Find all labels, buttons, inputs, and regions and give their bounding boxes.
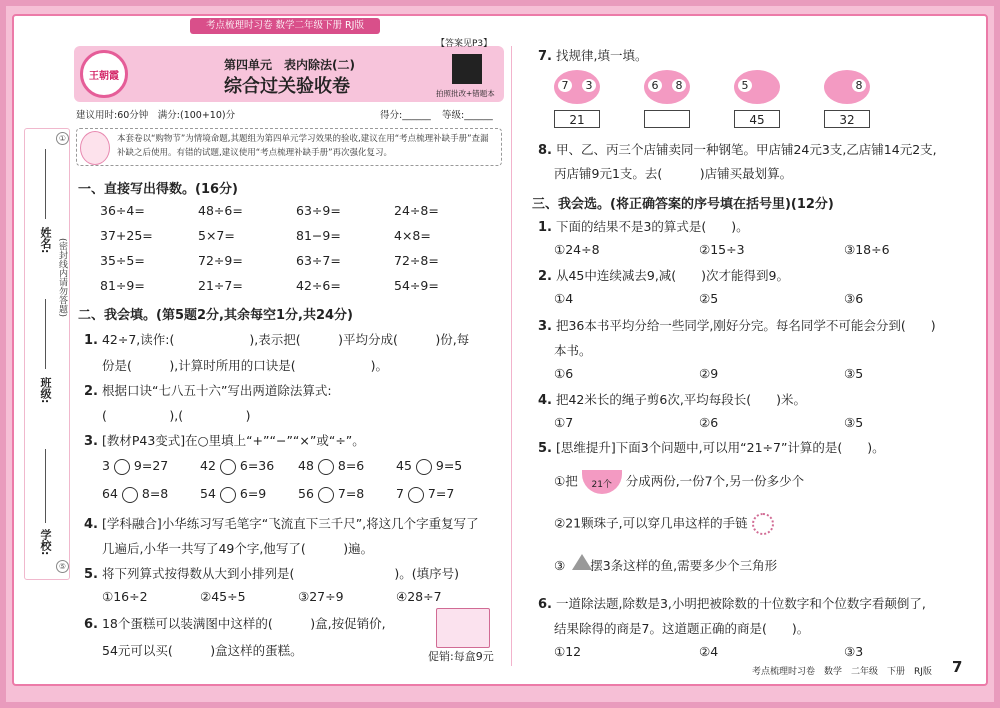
option[interactable]: ③6 <box>844 291 864 306</box>
question-text: 从45中连续减去9,减( )次才能得到9。 <box>555 268 790 283</box>
arithmetic-item[interactable]: 5×7= <box>198 228 235 243</box>
operator-item[interactable] <box>298 486 364 503</box>
arithmetic-item[interactable]: 42÷6= <box>296 278 341 293</box>
operator-item[interactable] <box>102 486 168 503</box>
option[interactable]: ③3 <box>844 644 864 659</box>
option[interactable]: ②45÷5 <box>200 589 246 604</box>
pot-base-number[interactable] <box>644 110 690 128</box>
question-2-2[interactable]: 2. 根据口诀“七八五十六”写出两道除法算式: <box>84 383 332 399</box>
question-2-4-cont[interactable]: 几遍后,小华一共写了49个字,他写了( )遍。 <box>102 541 374 556</box>
unit-title: 第四单元 表内除法(二) <box>224 58 355 72</box>
footer: 考点梳理时习卷 数学 二年级 下册 RJ版 <box>752 667 932 677</box>
school-label: 学校: <box>39 529 52 556</box>
option[interactable]: ①6 <box>554 366 574 381</box>
question-text: 18个蛋糕可以装满图中这样的( )盒,按促销价, <box>101 616 386 631</box>
question-text: 42÷7,读作:( ),表示把( )平均分成( )份,每 <box>101 332 470 347</box>
operator-item[interactable] <box>200 458 274 475</box>
operator-circle[interactable] <box>408 487 424 503</box>
option[interactable]: ②15÷3 <box>699 242 745 257</box>
pot-base-number[interactable]: 32 <box>824 110 870 128</box>
score-field[interactable]: 得分:______ <box>380 110 431 121</box>
pot-left-number[interactable]: 7 <box>558 79 572 92</box>
seal-text: (密封线内请勿答题) <box>57 238 67 318</box>
option[interactable]: ③18÷6 <box>844 242 890 257</box>
arithmetic-item[interactable]: 35÷5= <box>100 253 145 268</box>
question-2-6[interactable]: 6. 18个蛋糕可以装满图中这样的( )盒,按促销价, <box>84 616 386 632</box>
operand: 6=9 <box>239 486 267 501</box>
question-2-6-cont[interactable]: 54元可以买( )盒这样的蛋糕。 <box>102 643 303 658</box>
qr-code-icon[interactable] <box>452 54 482 84</box>
question-text: 把36本书平均分给一些同学,刚好分完。每名同学不可能会分到( ) <box>555 318 936 333</box>
question-text: 下面的结果不是3的算式是( )。 <box>555 219 749 234</box>
option-text: ①把 <box>554 473 578 489</box>
option-text: ②21颗珠子,可以穿几串这样的手链 <box>554 515 748 531</box>
basket-icon: 21个 <box>582 470 622 494</box>
choice-3-6-cont: 结果除得的商是7。这道题正确的商是( )。 <box>554 621 810 636</box>
flower-pot <box>550 70 604 130</box>
option[interactable]: ①12 <box>554 644 582 659</box>
arithmetic-item[interactable]: 36÷4= <box>100 203 145 218</box>
operator-circle[interactable] <box>318 487 334 503</box>
option[interactable]: ②6 <box>699 415 719 430</box>
option[interactable]: ①16÷2 <box>102 589 148 604</box>
column-divider <box>511 46 512 666</box>
choice-3-3-cont: 本书。 <box>554 343 592 358</box>
arithmetic-item[interactable]: 24÷8= <box>394 203 439 218</box>
arithmetic-item[interactable]: 21÷7= <box>198 278 243 293</box>
pot-right-number[interactable]: 3 <box>582 79 596 92</box>
operator-circle[interactable] <box>416 459 432 475</box>
question-2-3[interactable]: 3. [教材P43变式]在○里填上“+”“−”“×”或“÷”。 <box>84 433 365 449</box>
question-text: [思维提升]下面3个问题中,可以用“21÷7”计算的是( )。 <box>555 440 885 455</box>
seal-area <box>24 128 68 578</box>
operand: 8=8 <box>141 486 169 501</box>
operand: 45 <box>396 458 412 473</box>
option-text: 分成两份,一份7个,另一份多少个 <box>625 473 805 489</box>
cake-box-icon <box>436 608 490 648</box>
choice-3-5-option-1[interactable] <box>554 470 804 494</box>
choice-3-2[interactable]: 2. 从45中连续减去9,减( )次才能得到9。 <box>538 268 790 284</box>
exam-header <box>74 46 504 102</box>
question-text: 甲、乙、丙三个店铺卖同一种钢笔。甲店铺24元3支,乙店铺14元2支, <box>555 142 937 157</box>
qr-caption: 拍照批改+错题本 <box>436 89 495 98</box>
pot-right-number[interactable]: 8 <box>672 79 686 92</box>
operator-item[interactable] <box>102 458 168 475</box>
pot-left-number[interactable]: 6 <box>648 79 662 92</box>
option[interactable]: ②9 <box>699 366 719 381</box>
operator-item[interactable] <box>396 458 462 475</box>
section2-title: 二、我会填。(第5题2分,其余每空1分,共24分) <box>78 308 353 323</box>
question-2-1[interactable]: 1. 42÷7,读作:( ),表示把( )平均分成( )份,每 <box>84 332 470 348</box>
question-2-4[interactable]: 4. [学科融合]小华练习写毛笔字“飞流直下三千尺”,将这几个字重复写了 <box>84 516 479 532</box>
option[interactable]: ③5 <box>844 366 864 381</box>
operator-circle[interactable] <box>318 459 334 475</box>
question-text: [学科融合]小华练习写毛笔字“飞流直下三千尺”,将这几个字重复写了 <box>101 516 479 531</box>
option[interactable]: ①7 <box>554 415 574 430</box>
seal-number: ⑤ <box>56 560 69 573</box>
operand: 42 <box>200 458 216 473</box>
operand: 6=36 <box>239 458 275 473</box>
operand: 7 <box>396 486 404 501</box>
operand: 3 <box>102 458 110 473</box>
bracelet-icon <box>752 513 774 535</box>
question-2-5[interactable]: 5. 将下列算式按得数从大到小排列是( )。(填序号) <box>84 566 459 582</box>
logo-text: 王朝霞 <box>89 71 119 82</box>
operator-circle[interactable] <box>220 459 236 475</box>
arithmetic-item[interactable]: 54÷9= <box>394 278 439 293</box>
brand-logo <box>80 50 128 98</box>
pot-base-number[interactable]: 21 <box>554 110 600 128</box>
class-label: 班级: <box>39 377 52 404</box>
question-2-8-cont[interactable]: 丙店铺9元1支。去( )店铺买最划算。 <box>554 166 793 181</box>
arithmetic-item[interactable]: 81−9= <box>296 228 341 243</box>
operand: 9=27 <box>133 458 169 473</box>
arithmetic-item[interactable]: 48÷6= <box>198 203 243 218</box>
arithmetic-item[interactable]: 63÷7= <box>296 253 341 268</box>
question-text: 一道除法题,除数是3,小明把被除数的十位数字和个位数字看颠倒了, <box>555 596 926 611</box>
operand: 48 <box>298 458 314 473</box>
option[interactable]: ②4 <box>699 644 719 659</box>
choice-3-1[interactable]: 1. 下面的结果不是3的算式是( )。 <box>538 219 749 235</box>
operand: 64 <box>102 486 118 501</box>
question-text: [教材P43变式]在○里填上“+”“−”“×”或“÷”。 <box>101 433 365 448</box>
grade-field[interactable]: 等级:______ <box>442 110 493 121</box>
option[interactable]: ①4 <box>554 291 574 306</box>
page-number: 7 <box>952 658 963 676</box>
top-banner: 考点梳理时习卷 数学二年级下册 RJ版 <box>190 18 380 34</box>
question-2-2-blanks[interactable]: ( ),( ) <box>102 408 251 423</box>
section1-title: 一、直接写出得数。(16分) <box>78 182 238 197</box>
operand: 7=8 <box>337 486 365 501</box>
choice-3-5-option-2[interactable] <box>554 513 774 535</box>
operator-circle[interactable] <box>220 487 236 503</box>
arithmetic-item[interactable]: 63÷9= <box>296 203 341 218</box>
flower-pot <box>730 70 784 130</box>
choice-3-5[interactable]: 5. [思维提升]下面3个问题中,可以用“21÷7”计算的是( )。 <box>538 440 885 456</box>
question-text: 将下列算式按得数从大到小排列是( )。(填序号) <box>101 566 459 581</box>
option[interactable]: ①24÷8 <box>554 242 600 257</box>
arithmetic-item[interactable]: 81÷9= <box>100 278 145 293</box>
page-title: 综合过关验收卷 <box>224 76 350 97</box>
operand: 56 <box>298 486 314 501</box>
choice-3-6[interactable]: 6. 一道除法题,除数是3,小明把被除数的十位数字和个位数字看颠倒了, <box>538 596 926 612</box>
operator-item[interactable] <box>200 486 266 503</box>
question-2-8[interactable]: 8. 甲、乙、丙三个店铺卖同一种钢笔。甲店铺24元3支,乙店铺14元2支, <box>538 142 937 158</box>
operator-item[interactable] <box>298 458 364 475</box>
option[interactable]: ③5 <box>844 415 864 430</box>
promo-label: 促销:每盒9元 <box>428 650 494 663</box>
arithmetic-item[interactable]: 72÷8= <box>394 253 439 268</box>
pot-right-number[interactable]: 8 <box>852 79 866 92</box>
operator-item[interactable] <box>396 486 454 503</box>
pot-left-number[interactable]: 5 <box>738 79 752 92</box>
seal-number: ① <box>56 132 69 145</box>
fish-triangle-icon <box>572 554 592 570</box>
answer-reference: 【答案见P3】 <box>436 39 493 49</box>
option[interactable]: ③27÷9 <box>298 589 344 604</box>
choice-3-5-option-3[interactable]: ③ 摆3条这样的鱼,需要多少个三角形 <box>554 558 778 573</box>
choice-3-3[interactable]: 3. 把36本书平均分给一些同学,刚好分完。每名同学不可能会分到( ) <box>538 318 936 334</box>
arithmetic-item[interactable]: 72÷9= <box>198 253 243 268</box>
question-text: 根据口诀“七八五十六”写出两道除法算式: <box>101 383 332 398</box>
section3-title: 三、我会选。(将正确答案的序号填在括号里)(12分) <box>532 197 834 212</box>
question-text: 找规律,填一填。 <box>555 48 648 63</box>
question-2-1-cont[interactable]: 份是( ),计算时所用的口诀是( )。 <box>102 358 388 373</box>
operand: 9=5 <box>435 458 463 473</box>
question-2-7[interactable]: 7. 找规律,填一填。 <box>538 48 648 64</box>
operator-circle[interactable] <box>114 459 130 475</box>
flower-pot <box>820 70 874 130</box>
option[interactable]: ④28÷7 <box>396 589 442 604</box>
notice-box: 本套卷以“购物节”为情境命题,其题组为第四单元学习效果的验收,建议在用“考点梳理补缺手册”查漏补缺之后使用。有错的试题,建议使用“考点梳理补缺手册”再次强化复习。 <box>76 128 502 166</box>
operand: 7=7 <box>427 486 455 501</box>
operator-circle[interactable] <box>122 487 138 503</box>
flower-pot <box>640 70 694 130</box>
name-label: 姓名: <box>39 227 52 254</box>
question-text: 把42米长的绳子剪6次,平均每段长( )米。 <box>555 392 807 407</box>
operand: 8=6 <box>337 458 365 473</box>
arithmetic-item[interactable]: 4×8= <box>394 228 431 243</box>
choice-3-4[interactable]: 4. 把42米长的绳子剪6次,平均每段长( )米。 <box>538 392 807 408</box>
arithmetic-item[interactable]: 37+25= <box>100 228 153 243</box>
time-and-score: 建议用时:60分钟 满分:(100+10)分 <box>76 110 236 121</box>
option[interactable]: ②5 <box>699 291 719 306</box>
pot-base-number[interactable]: 45 <box>734 110 780 128</box>
operand: 54 <box>200 486 216 501</box>
